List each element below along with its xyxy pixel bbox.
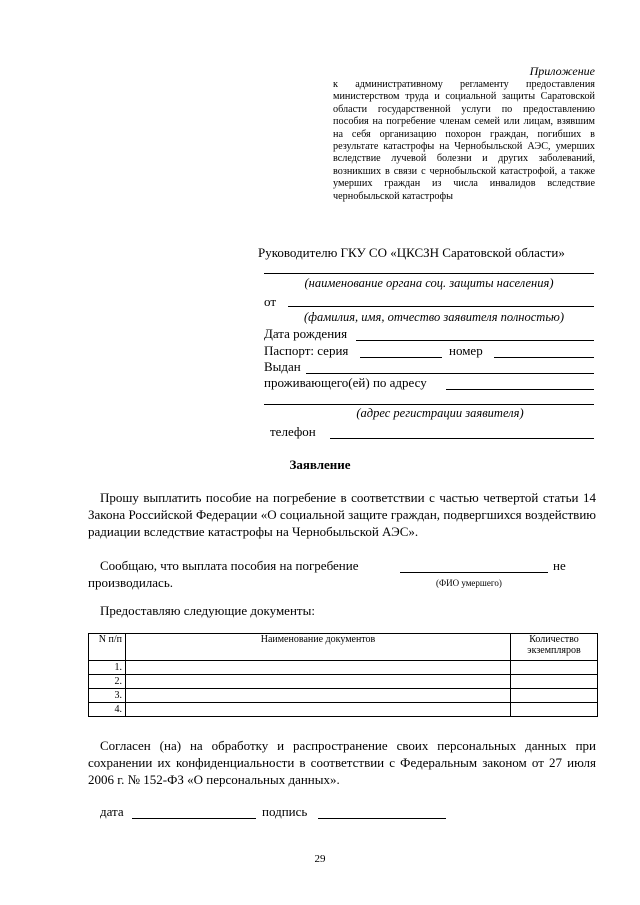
quantity-cell[interactable]: [511, 689, 598, 703]
table-row: [89, 661, 598, 675]
date-line[interactable]: [132, 818, 256, 819]
applicant-line[interactable]: [288, 306, 594, 307]
notice-text-tail: производилась.: [88, 575, 174, 590]
consent-paragraph: Согласен (на) на обработку и распространение своих персональных данных при сохранении их конфиденциальности в соответствии с Федеральным законом от 27 июля 2006 г. № 152-ФЗ «О персональных данных».: [88, 738, 596, 787]
address-label: проживающего(ей) по адресу: [264, 375, 427, 390]
signature-label: подпись: [262, 804, 308, 819]
document-name-cell[interactable]: [126, 703, 511, 717]
statement-title: Заявление: [289, 457, 351, 472]
birth-line[interactable]: [356, 340, 594, 341]
annex-title: Приложение: [529, 64, 595, 78]
org-line[interactable]: [264, 273, 594, 274]
row-number: 4.: [89, 703, 126, 717]
birth-label: Дата рождения: [264, 326, 348, 341]
row-number: 2.: [89, 675, 126, 689]
org-hint: (наименование органа соц. защиты населения): [304, 276, 554, 290]
passport-label: Паспорт: серия: [264, 343, 349, 358]
phone-line[interactable]: [330, 438, 594, 439]
address-line-2[interactable]: [264, 404, 594, 405]
documents-table: [88, 633, 598, 717]
passport-number-line[interactable]: [494, 357, 594, 358]
notice-text: Сообщаю, что выплата пособия на погребение: [100, 558, 359, 573]
deceased-name-hint: (ФИО умершего): [436, 578, 502, 588]
row-number: 1.: [89, 661, 126, 675]
issued-label: Выдан: [264, 359, 301, 374]
deceased-name-line[interactable]: [400, 572, 548, 573]
request-paragraph: Прошу выплатить пособие на погребение в соответствии с частью четвертой статьи 14 Закона Российской Федерации «О социальной защите граждан, подвергшихся воздействию радиации вследствие катастрофы на Чернобыльской АЭС».: [88, 490, 596, 539]
applicant-hint: (фамилия, имя, отчество заявителя полностью): [304, 310, 564, 324]
from-label: от: [264, 294, 277, 309]
column-header-quantity: Количество экземпляров: [511, 634, 598, 661]
quantity-cell[interactable]: [511, 661, 598, 675]
row-number: 3.: [89, 689, 126, 703]
address-hint: (адрес регистрации заявителя): [356, 406, 524, 420]
annex-text: к административному регламенту предоставления министерством труда и социальной защиты Саратовской области государственной услуги по предоставлению пособия на погребение членам семей или лицам, взявшим на себя организацию похорон граждан, погибших в результате катастрофы на Чернобыльской АЭС, умерших вследствие лучевой болезни и других заболеваний, возникших в связи с чернобыльской катастрофой, а также умерших граждан из числа инвалидов вследствие чернобыльской катастрофы: [333, 79, 595, 202]
column-header-number: N п/п: [89, 634, 126, 661]
document-name-cell[interactable]: [126, 661, 511, 675]
quantity-cell[interactable]: [511, 703, 598, 717]
passport-series-line[interactable]: [360, 357, 442, 358]
phone-label: телефон: [270, 424, 316, 439]
signature-line[interactable]: [318, 818, 446, 819]
document-name-cell[interactable]: [126, 689, 511, 703]
notice-text-end: не: [553, 558, 566, 573]
document-name-cell[interactable]: [126, 675, 511, 689]
documents-intro: Предоставляю следующие документы:: [100, 603, 315, 618]
quantity-cell[interactable]: [511, 675, 598, 689]
date-label: дата: [100, 804, 124, 819]
column-header-name: Наименование документов: [126, 634, 511, 661]
table-row: [89, 689, 598, 703]
addressee-head: Руководителю ГКУ СО «ЦКСЗН Саратовской области»: [258, 245, 565, 260]
page-number: 29: [314, 853, 326, 865]
table-row: [89, 675, 598, 689]
table-row: [89, 703, 598, 717]
address-line-1[interactable]: [446, 389, 594, 390]
number-label: номер: [449, 343, 483, 358]
issued-line[interactable]: [306, 373, 594, 374]
table-header-row: [89, 634, 598, 661]
